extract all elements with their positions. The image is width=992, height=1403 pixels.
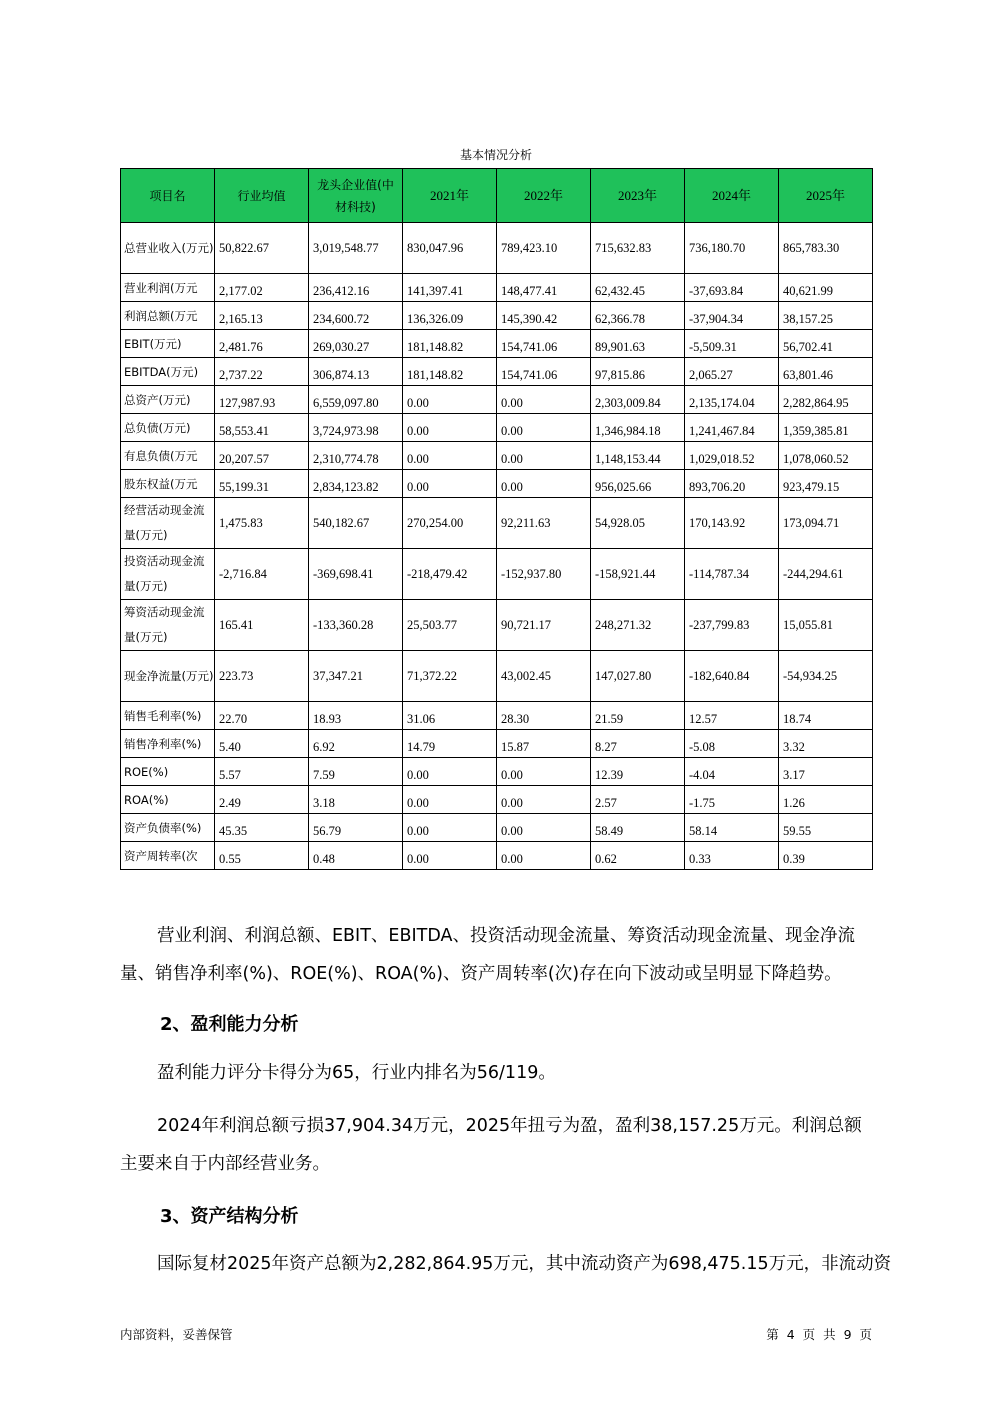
table-header-row (121, 169, 873, 223)
table-cell: 0.00 (403, 386, 497, 414)
row-label: 经营活动现金流量(万元) (121, 498, 215, 549)
table-cell: -37,693.84 (685, 274, 779, 302)
table-row (121, 302, 873, 330)
table-caption: 基本情况分析 (459, 148, 532, 162)
table-cell: 62,366.78 (591, 302, 685, 330)
table-cell: 1,078,060.52 (779, 442, 873, 470)
table-cell: 181,148.82 (403, 358, 497, 386)
table-cell: 25,503.77 (403, 600, 497, 651)
table-cell: 2,177.02 (215, 274, 309, 302)
table-cell: 736,180.70 (685, 223, 779, 274)
table-cell: 0.33 (685, 842, 779, 870)
row-label: EBIT(万元) (121, 330, 215, 358)
table-cell: 956,025.66 (591, 470, 685, 498)
table-row (121, 549, 873, 600)
table-cell: 306,874.13 (309, 358, 403, 386)
table-cell: 269,030.27 (309, 330, 403, 358)
table-cell: 58.49 (591, 814, 685, 842)
header-industry-avg: 行业均值 (215, 169, 309, 223)
section-heading-profitability: 2、盈利能力分析 (160, 1014, 299, 1035)
table-cell: 165.41 (215, 600, 309, 651)
table-cell: 1,475.83 (215, 498, 309, 549)
score-paragraph: 盈利能力评分卡得分为65，行业内排名为56/119。 (157, 1063, 556, 1083)
table-cell: -369,698.41 (309, 549, 403, 600)
table-cell: 148,477.41 (497, 274, 591, 302)
table-cell: 145,390.42 (497, 302, 591, 330)
row-label: 销售净利率(%) (121, 730, 215, 758)
table-row (121, 814, 873, 842)
header-leader: 龙头企业值(中材科技) (309, 169, 403, 223)
table-cell: -2,716.84 (215, 549, 309, 600)
table-cell: 18.74 (779, 702, 873, 730)
table-cell: 3.17 (779, 758, 873, 786)
table-cell: 8.27 (591, 730, 685, 758)
table-cell: 270,254.00 (403, 498, 497, 549)
table-row (121, 498, 873, 549)
table-cell: 45.35 (215, 814, 309, 842)
header-2022: 2022年 (497, 169, 591, 223)
table-row (121, 842, 873, 870)
header-2025: 2025年 (779, 169, 873, 223)
row-label: 现金净流量(万元) (121, 651, 215, 702)
table-row (121, 730, 873, 758)
row-label: 利润总额(万元 (121, 302, 215, 330)
table-cell: 58,553.41 (215, 414, 309, 442)
financial-table (120, 168, 873, 870)
table-cell: 0.00 (497, 842, 591, 870)
table-cell: 5.57 (215, 758, 309, 786)
table-cell: 1,241,467.84 (685, 414, 779, 442)
table-cell: -158,921.44 (591, 549, 685, 600)
table-cell: 923,479.15 (779, 470, 873, 498)
table-cell: 97,815.86 (591, 358, 685, 386)
table-cell: 58.14 (685, 814, 779, 842)
trend-paragraph: 营业利润、利润总额、EBIT、EBITDA、投资活动现金流量、筹资活动现金流量、现金净流量、销售净利率(%)、ROE(%)、ROA(%)、资产周转率(次)存在向下波动或呈明显下降趋势。 (120, 926, 855, 984)
table-cell: 2.49 (215, 786, 309, 814)
table-cell: 0.00 (497, 758, 591, 786)
table-cell: 2,310,774.78 (309, 442, 403, 470)
table-cell: 71,372.22 (403, 651, 497, 702)
table-cell: 715,632.83 (591, 223, 685, 274)
table-cell: -133,360.28 (309, 600, 403, 651)
table-cell: 0.00 (403, 414, 497, 442)
row-label: 总负债(万元) (121, 414, 215, 442)
table-cell: 0.00 (497, 442, 591, 470)
table-cell: 141,397.41 (403, 274, 497, 302)
footer-page-number: 第 4 页 共 9 页 (766, 1327, 872, 1342)
table-cell: 21.59 (591, 702, 685, 730)
table-cell: 2,282,864.95 (779, 386, 873, 414)
table-row (121, 223, 873, 274)
table-row (121, 442, 873, 470)
table-cell: 15.87 (497, 730, 591, 758)
table-cell: 223.73 (215, 651, 309, 702)
table-cell: 1.26 (779, 786, 873, 814)
table-cell: 56,702.41 (779, 330, 873, 358)
table-cell: 0.62 (591, 842, 685, 870)
table-cell: 1,148,153.44 (591, 442, 685, 470)
row-label: 销售毛利率(%) (121, 702, 215, 730)
table-cell: 830,047.96 (403, 223, 497, 274)
table-cell: 89,901.63 (591, 330, 685, 358)
table-cell: -182,640.84 (685, 651, 779, 702)
header-2024: 2024年 (685, 169, 779, 223)
table-cell: 0.55 (215, 842, 309, 870)
row-label: 营业利润(万元 (121, 274, 215, 302)
table-cell: 236,412.16 (309, 274, 403, 302)
table-cell: 154,741.06 (497, 358, 591, 386)
table-cell: 0.00 (497, 386, 591, 414)
table-row (121, 330, 873, 358)
section-heading-assets: 3、资产结构分析 (160, 1206, 299, 1227)
table-cell: 20,207.57 (215, 442, 309, 470)
row-label: ROA(%) (121, 786, 215, 814)
table-cell: 2,737.22 (215, 358, 309, 386)
row-label: 总资产(万元) (121, 386, 215, 414)
table-cell: 540,182.67 (309, 498, 403, 549)
table-cell: 12.57 (685, 702, 779, 730)
table-cell: -5.08 (685, 730, 779, 758)
row-label: 总营业收入(万元) (121, 223, 215, 274)
profit-paragraph: 2024年利润总额亏损37,904.34万元，2025年扭亏为盈，盈利38,157.25万元。利润总额主要来自于内部经营业务。 (120, 1116, 862, 1174)
table-cell: 18.93 (309, 702, 403, 730)
assets-paragraph: 国际复材2025年资产总额为2,282,864.95万元，其中流动资产为698,475.15万元，非流动资 (157, 1254, 892, 1274)
table-cell: -37,904.34 (685, 302, 779, 330)
table-row (121, 758, 873, 786)
table-cell: 59.55 (779, 814, 873, 842)
table-cell: 2,303,009.84 (591, 386, 685, 414)
table-cell: 1,029,018.52 (685, 442, 779, 470)
table-cell: 0.00 (497, 414, 591, 442)
table-cell: 0.00 (497, 786, 591, 814)
table-row (121, 274, 873, 302)
table-cell: 0.00 (403, 786, 497, 814)
table-cell: 147,027.80 (591, 651, 685, 702)
table-row (121, 702, 873, 730)
table-cell: 14.79 (403, 730, 497, 758)
row-label: 筹资活动现金流量(万元) (121, 600, 215, 651)
table-cell: 2,065.27 (685, 358, 779, 386)
table-cell: 789,423.10 (497, 223, 591, 274)
table-cell: 0.00 (403, 470, 497, 498)
table-cell: 22.70 (215, 702, 309, 730)
table-cell: 3,724,973.98 (309, 414, 403, 442)
table-row (121, 386, 873, 414)
table-row (121, 651, 873, 702)
table-cell: 127,987.93 (215, 386, 309, 414)
row-label: EBITDA(万元) (121, 358, 215, 386)
table-cell: -4.04 (685, 758, 779, 786)
table-cell: 37,347.21 (309, 651, 403, 702)
table-cell: 136,326.09 (403, 302, 497, 330)
table-cell: 2,135,174.04 (685, 386, 779, 414)
table-row (121, 600, 873, 651)
table-cell: 2,165.13 (215, 302, 309, 330)
table-cell: -114,787.34 (685, 549, 779, 600)
table-cell: 0.00 (403, 758, 497, 786)
table-cell: 2,481.76 (215, 330, 309, 358)
table-row (121, 786, 873, 814)
table-cell: 28.30 (497, 702, 591, 730)
table-cell: -218,479.42 (403, 549, 497, 600)
table-cell: 12.39 (591, 758, 685, 786)
row-label: ROE(%) (121, 758, 215, 786)
table-cell: 15,055.81 (779, 600, 873, 651)
table-cell: 54,928.05 (591, 498, 685, 549)
table-cell: 56.79 (309, 814, 403, 842)
row-label: 投资活动现金流量(万元) (121, 549, 215, 600)
table-cell: 0.39 (779, 842, 873, 870)
table-cell: 0.48 (309, 842, 403, 870)
table-cell: 0.00 (497, 814, 591, 842)
table-cell: 865,783.30 (779, 223, 873, 274)
table-row (121, 470, 873, 498)
table-cell: -54,934.25 (779, 651, 873, 702)
table-cell: 62,432.45 (591, 274, 685, 302)
table-cell: 6,559,097.80 (309, 386, 403, 414)
table-cell: -5,509.31 (685, 330, 779, 358)
table-cell: -244,294.61 (779, 549, 873, 600)
table-cell: -152,937.80 (497, 549, 591, 600)
header-2023: 2023年 (591, 169, 685, 223)
table-cell: 181,148.82 (403, 330, 497, 358)
row-label: 资产周转率(次 (121, 842, 215, 870)
table-cell: 5.40 (215, 730, 309, 758)
table-cell: 1,346,984.18 (591, 414, 685, 442)
table-cell: 1,359,385.81 (779, 414, 873, 442)
table-cell: 38,157.25 (779, 302, 873, 330)
table-row (121, 414, 873, 442)
table-cell: 55,199.31 (215, 470, 309, 498)
table-cell: 40,621.99 (779, 274, 873, 302)
row-label: 有息负债(万元 (121, 442, 215, 470)
table-cell: 6.92 (309, 730, 403, 758)
table-cell: 63,801.46 (779, 358, 873, 386)
table-cell: 3.32 (779, 730, 873, 758)
header-2021: 2021年 (403, 169, 497, 223)
table-row (121, 358, 873, 386)
table-cell: 3,019,548.77 (309, 223, 403, 274)
table-cell: 234,600.72 (309, 302, 403, 330)
table-cell: 31.06 (403, 702, 497, 730)
row-label: 股东权益(万元 (121, 470, 215, 498)
table-cell: 50,822.67 (215, 223, 309, 274)
table-cell: 90,721.17 (497, 600, 591, 651)
row-label: 资产负债率(%) (121, 814, 215, 842)
table-cell: 2,834,123.82 (309, 470, 403, 498)
table-cell: -1.75 (685, 786, 779, 814)
table-cell: 92,211.63 (497, 498, 591, 549)
table-cell: 43,002.45 (497, 651, 591, 702)
table-cell: 0.00 (403, 442, 497, 470)
table-cell: 7.59 (309, 758, 403, 786)
table-cell: 154,741.06 (497, 330, 591, 358)
table-cell: 173,094.71 (779, 498, 873, 549)
table-cell: 0.00 (497, 470, 591, 498)
header-item: 项目名 (121, 169, 215, 223)
table-cell: 248,271.32 (591, 600, 685, 651)
footer-confidential: 内部资料，妥善保管 (120, 1327, 233, 1342)
table-cell: -237,799.83 (685, 600, 779, 651)
table-cell: 170,143.92 (685, 498, 779, 549)
table-cell: 3.18 (309, 786, 403, 814)
table-cell: 0.00 (403, 814, 497, 842)
table-cell: 2.57 (591, 786, 685, 814)
table-cell: 893,706.20 (685, 470, 779, 498)
table-cell: 0.00 (403, 842, 497, 870)
